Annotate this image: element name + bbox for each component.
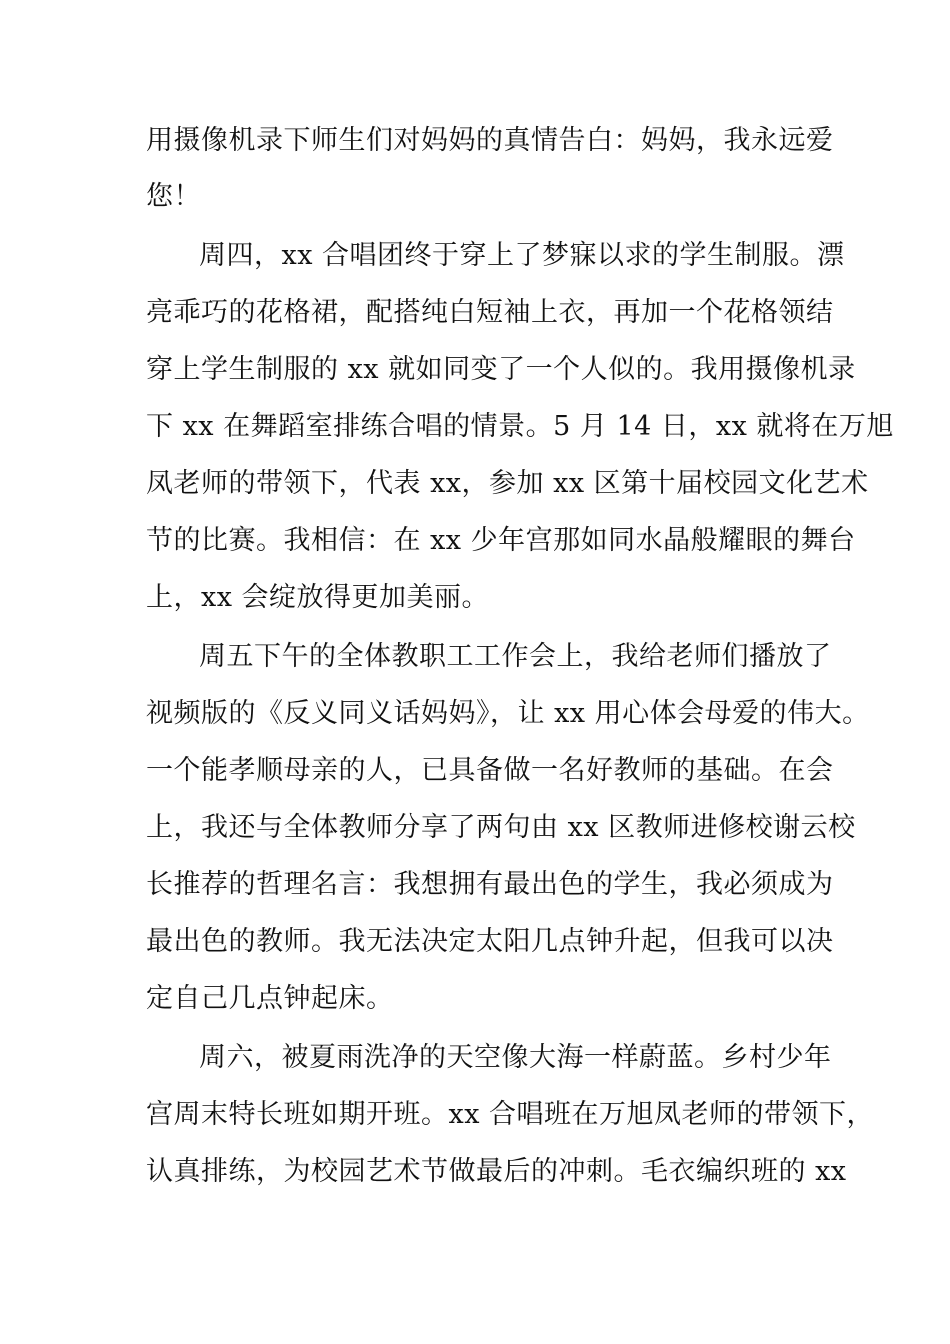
paragraph-start-line: 周六，被夏雨洗净的天空像大海一样蔚蓝。乡村少年 [199,1042,832,1073]
text-line: 节的比赛。我相信：在 xx 少年宫那如同水晶般耀眼的舞台 [146,525,856,556]
text-line: 凤老师的带领下，代表 xx，参加 xx 区第十届校园文化艺术 [146,468,869,499]
text-line: 定自己几点钟起床。 [146,983,394,1014]
text-line: 最出色的教师。我无法决定太阳几点钟升起，但我可以决 [146,926,834,957]
paragraph-start-line: 周四，xx 合唱团终于穿上了梦寐以求的学生制服。漂 [199,240,845,271]
text-line: 视频版的《反义同义话妈妈》，让 xx 用心体会母爱的伟大。 [146,698,870,729]
text-line: 认真排练，为校园艺术节做最后的冲刺。毛衣编织班的 xx [146,1156,847,1187]
text-line: 长推荐的哲理名言：我想拥有最出色的学生，我必须成为 [146,869,834,900]
text-line: 用摄像机录下师生们对妈妈的真情告白：妈妈，我永远爱 [146,125,834,156]
paragraph-start-line: 周五下午的全体教职工工作会上，我给老师们播放了 [199,641,832,672]
text-line: 您！ [146,181,201,212]
text-line: 上，xx 会绽放得更加美丽。 [146,582,490,613]
text-line: 上，我还与全体教师分享了两句由 xx 区教师进修校谢云校 [146,812,856,843]
text-line: 宫周末特长班如期开班。xx 合唱班在万旭凤老师的带领下， [146,1099,875,1130]
text-line: 穿上学生制服的 xx 就如同变了一个人似的。我用摄像机录 [146,354,856,385]
text-line: 亮乖巧的花格裙，配搭纯白短袖上衣，再加一个花格领结 [146,297,834,328]
text-line: 一个能孝顺母亲的人，已具备做一名好教师的基础。在会 [146,755,834,786]
text-line: 下 xx 在舞蹈室排练合唱的情景。5 月 14 日，xx 就将在万旭 [146,411,894,442]
